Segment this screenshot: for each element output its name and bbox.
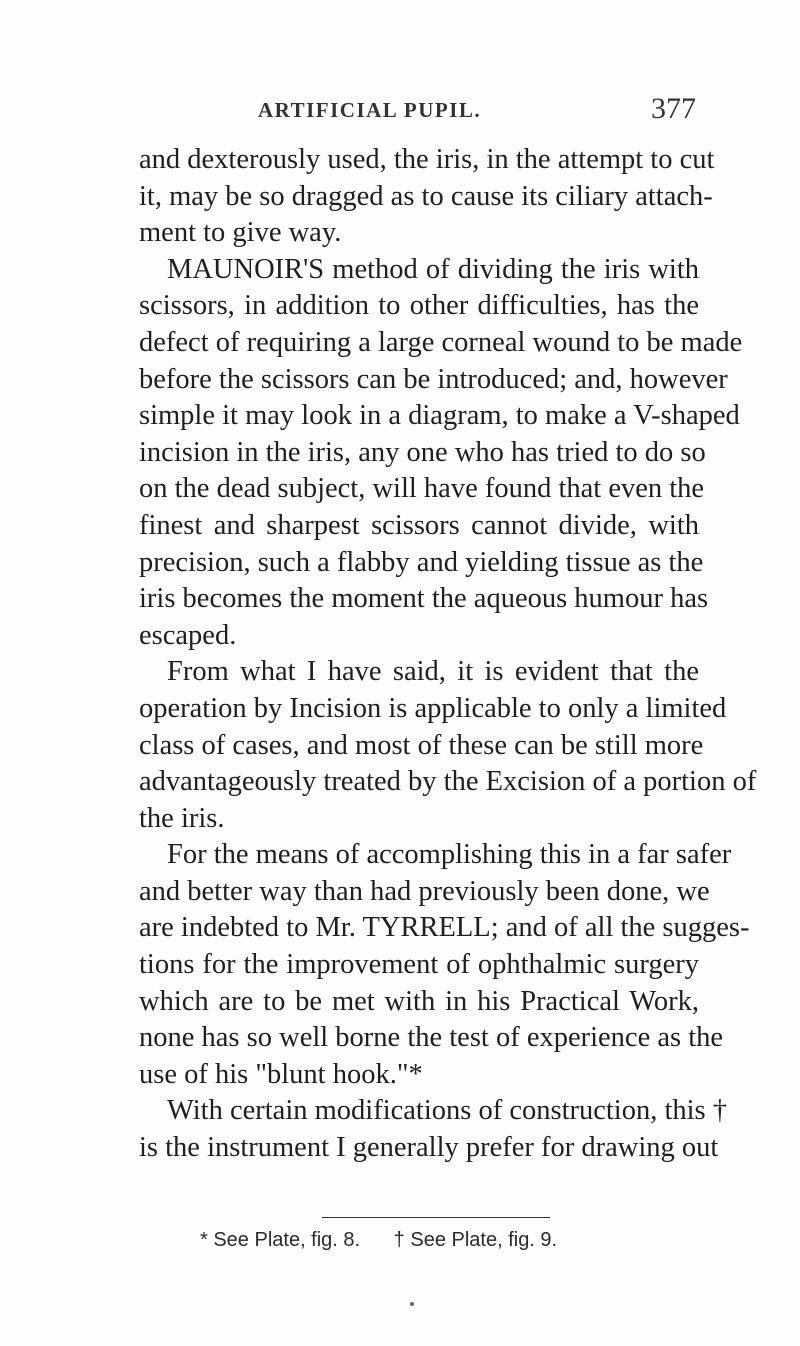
text-line: defect of requiring a large corneal wound to be made	[139, 326, 743, 358]
text-line: on the dead subject, will have found that even the	[139, 473, 705, 505]
text-line: For the means of accomplishing this in a far safer	[167, 839, 732, 871]
text-line: is the instrument I generally prefer for drawing out	[139, 1132, 719, 1164]
text-line: From what I have said, it is evident that the	[167, 656, 699, 688]
text-line: before the scissors can be introduced; and, however	[139, 363, 728, 395]
print-speck	[410, 1302, 414, 1306]
text-line: the iris.	[139, 802, 225, 834]
text-line: operation by Incision is applicable to only a limited	[139, 692, 727, 724]
text-line: ment to give way.	[139, 217, 342, 249]
text-line: precision, such a flabby and yielding tissue as the	[139, 546, 704, 578]
text-line: MAUNOIR'S method of dividing the iris with	[167, 253, 699, 285]
body-text	[139, 142, 757, 1167]
running-head: ARTIFICIAL PUPIL.	[258, 98, 482, 122]
text-line: none has so well borne the test of experience as the	[139, 1022, 724, 1054]
text-line: escaped.	[139, 619, 237, 651]
text-line: which are to be met with in his Practical Work,	[139, 985, 699, 1017]
text-line: and better way than had previously been done, we	[139, 875, 710, 907]
text-line: are indebted to Mr. TYRRELL; and of all the sugges-	[139, 912, 750, 944]
page-header	[140, 92, 696, 132]
text-line: class of cases, and most of these can be still more	[139, 729, 704, 761]
page-number: 377	[651, 92, 696, 125]
text-line: scissors, in addition to other difficulties, has the	[139, 290, 699, 322]
footnotes	[200, 1229, 700, 1252]
text-line: finest and sharpest scissors cannot divide, with	[139, 509, 699, 541]
text-line: and dexterously used, the iris, in the attempt to cut	[139, 144, 715, 175]
text-line: incision in the iris, any one who has tried to do so	[139, 436, 706, 468]
text-line: tions for the improvement of ophthalmic surgery	[139, 949, 699, 981]
footnote-plate-fig-9: † See Plate, fig. 9.	[393, 1229, 558, 1251]
text-line: advantageously treated by the Excision of a portion of	[139, 766, 757, 798]
text-line: iris becomes the moment the aqueous humour has	[139, 583, 709, 615]
footnote-plate-fig-8: * See Plate, fig. 8.	[200, 1229, 361, 1251]
text-line: simple it may look in a diagram, to make a V-shaped	[139, 400, 740, 432]
text-line: use of his "blunt hook."*	[139, 1058, 423, 1090]
text-line: With certain modifications of construction, this †	[167, 1095, 728, 1127]
text-line: it, may be so dragged as to cause its ciliary attach-	[139, 180, 713, 212]
footnote-divider	[322, 1217, 550, 1218]
